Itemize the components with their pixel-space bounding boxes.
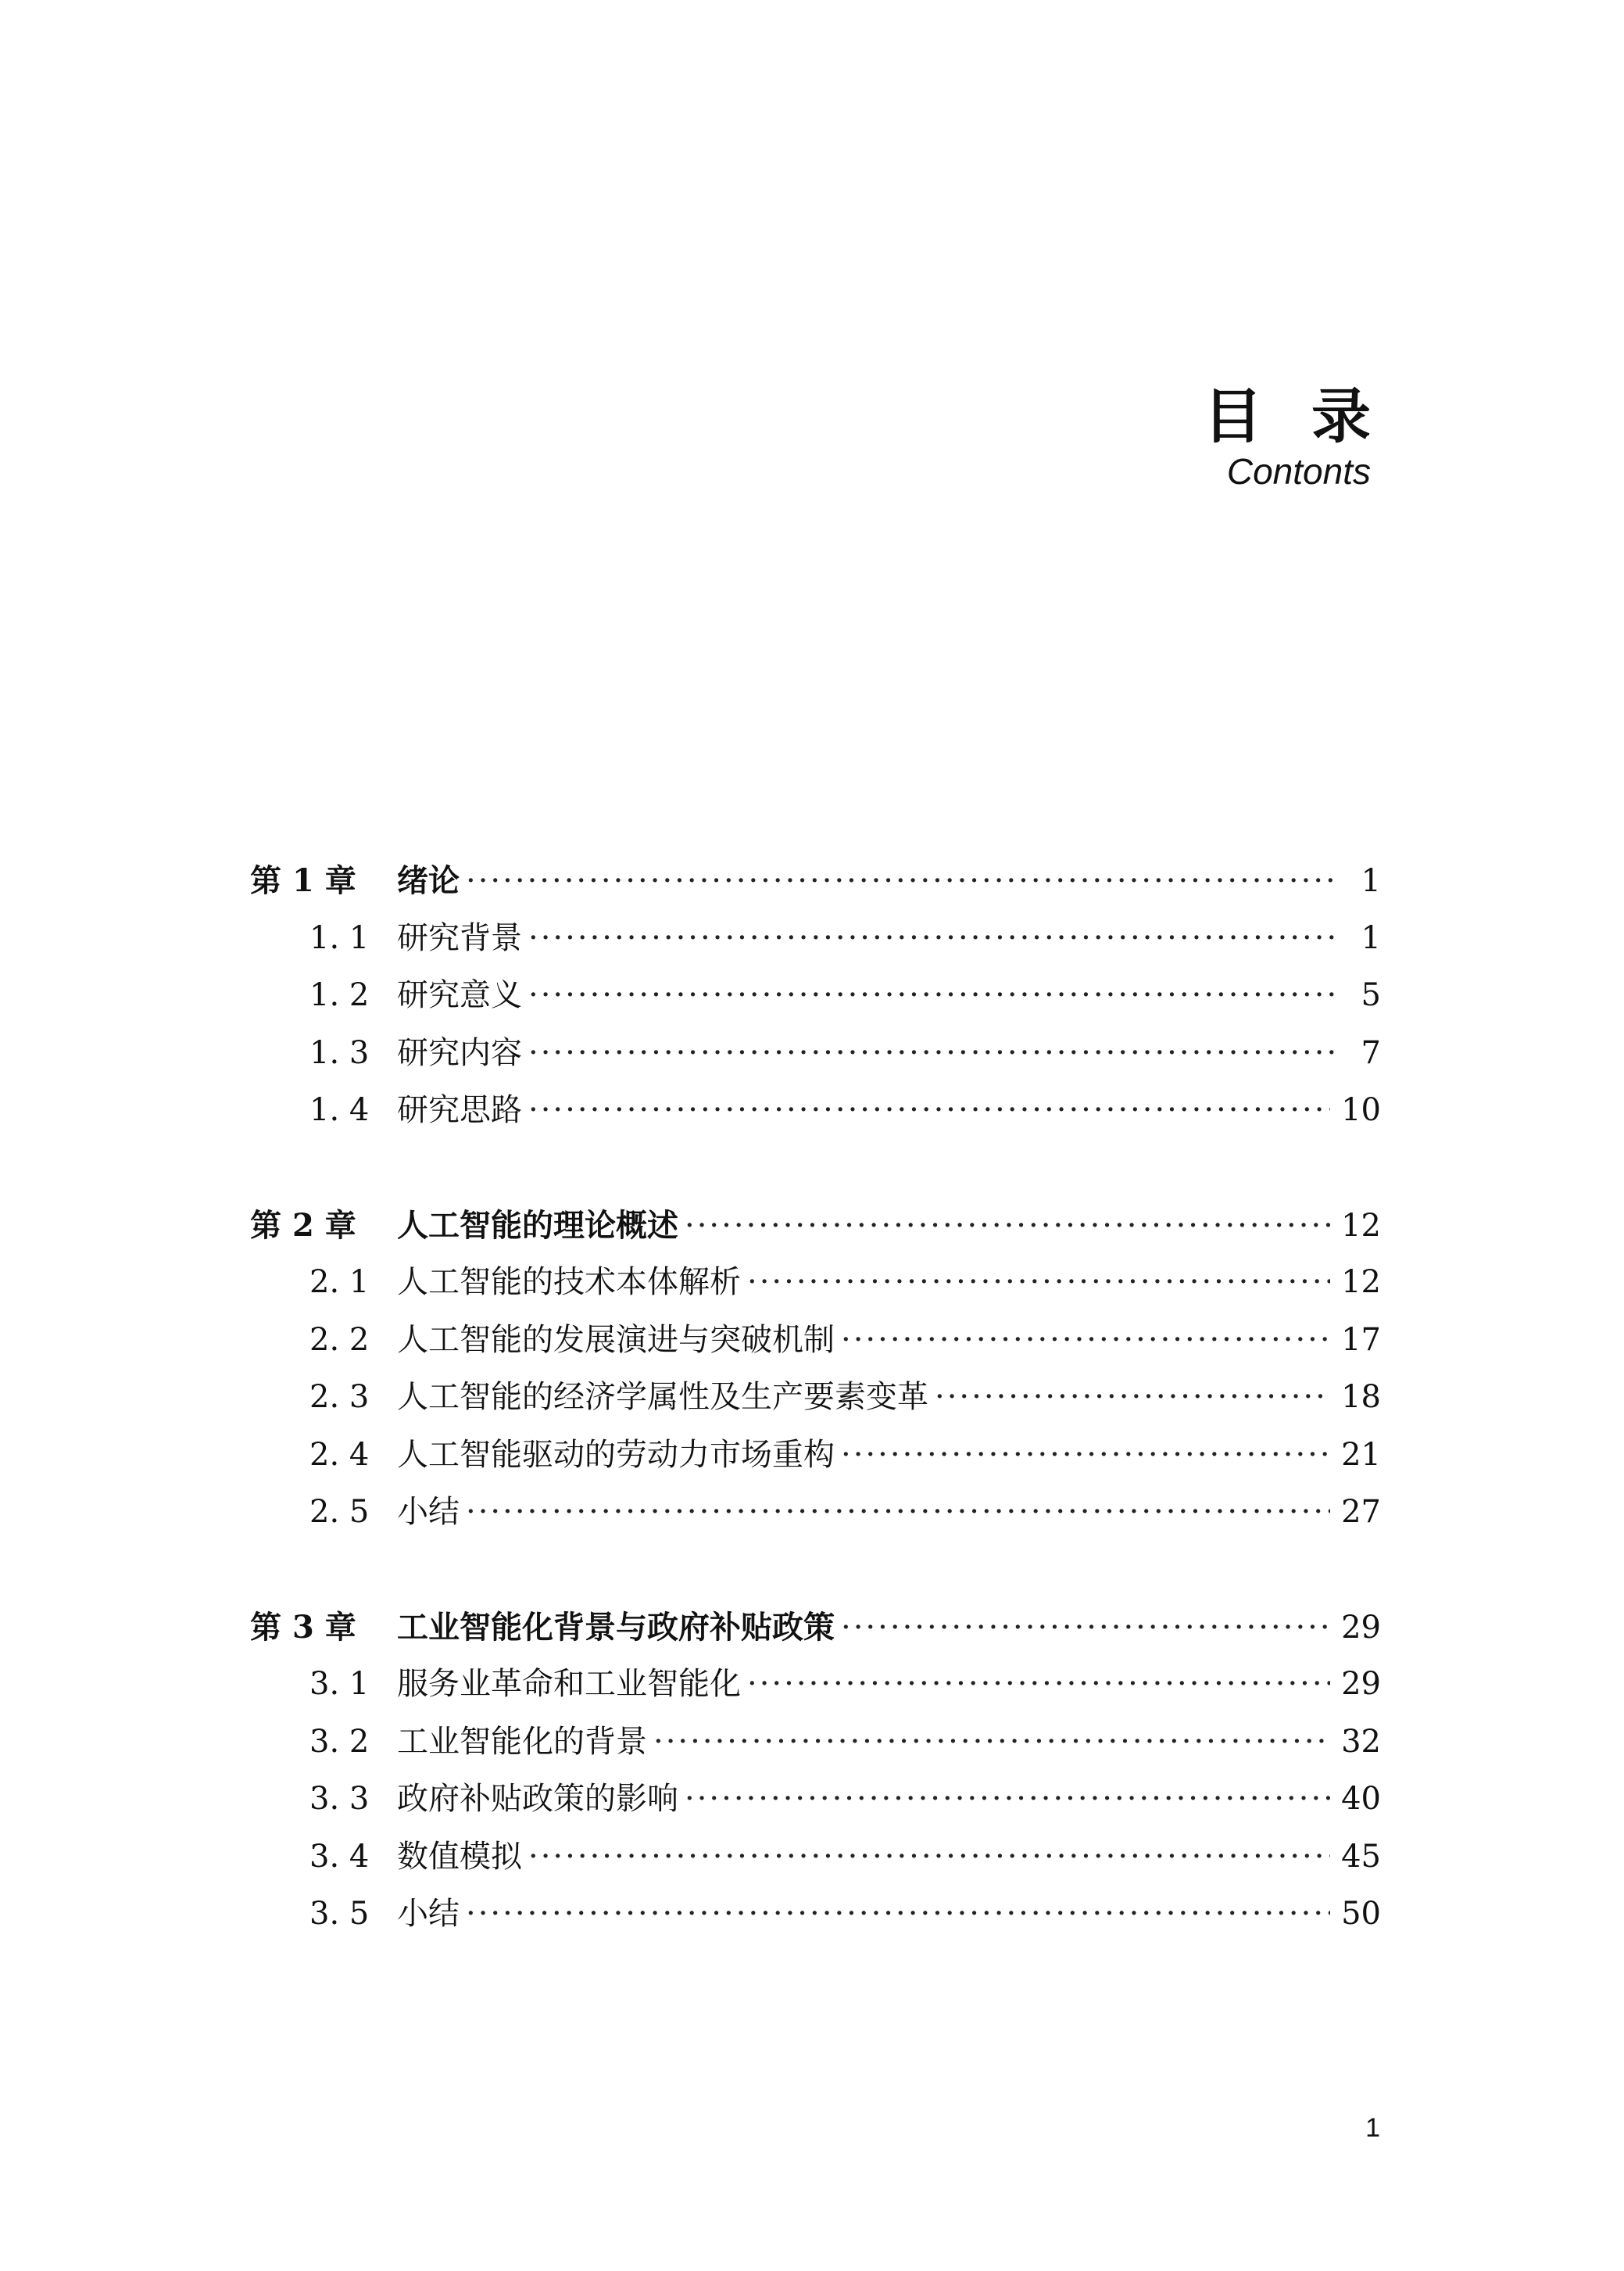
dot-leader [653, 1714, 1330, 1771]
toc-section-entry[interactable] [250, 910, 1381, 968]
section-number: 3. 1 [309, 1666, 370, 1702]
section-title: 研究意义 [397, 977, 522, 1013]
dot-leader [935, 1369, 1330, 1427]
section-page: 21 [1341, 1436, 1381, 1473]
dot-leader [841, 1599, 1330, 1657]
section-title: 人工智能的经济学属性及生产要素变革 [397, 1379, 928, 1415]
section-title: 服务业革命和工业智能化 [397, 1666, 741, 1702]
chapter-title: 绪论 [397, 863, 460, 899]
section-page: 50 [1341, 1896, 1381, 1932]
toc-chapter-block [250, 1197, 1381, 1542]
section-title: 小结 [397, 1896, 460, 1932]
dot-leader [528, 967, 1336, 1025]
section-page: 17 [1341, 1321, 1381, 1358]
section-number: 3. 4 [309, 1838, 370, 1875]
chapter-title: 工业智能化背景与政府补贴政策 [397, 1609, 835, 1646]
toc-section-entry[interactable] [250, 1886, 1381, 1943]
section-number: 2. 5 [309, 1494, 370, 1530]
dot-leader [841, 1427, 1330, 1485]
section-number: 2. 4 [309, 1436, 370, 1473]
toc-section-entry[interactable] [250, 1254, 1381, 1312]
chapter-title: 人工智能的理论概述 [397, 1207, 678, 1244]
section-number: 1. 4 [309, 1092, 370, 1128]
dot-leader [466, 853, 1336, 911]
section-title: 研究背景 [397, 919, 522, 956]
chapter-number [250, 1197, 397, 1255]
section-page: 1 [1361, 919, 1381, 956]
section-number: 3. 5 [309, 1896, 370, 1932]
chapter-prefix: 第 [250, 863, 281, 899]
section-number: 2. 1 [309, 1264, 370, 1300]
toc-section-entry[interactable] [250, 1025, 1381, 1083]
chapter-prefix: 第 [250, 1609, 281, 1646]
section-number: 1. 3 [309, 1034, 370, 1071]
toc-section-entry[interactable] [250, 1714, 1381, 1771]
dot-leader [747, 1656, 1330, 1714]
section-title: 数值模拟 [397, 1838, 522, 1875]
toc-section-entry[interactable] [250, 1082, 1381, 1140]
chapter-page: 1 [1361, 863, 1381, 899]
toc-chapter-entry[interactable] [250, 1197, 1381, 1255]
dot-leader [747, 1254, 1330, 1312]
section-page: 29 [1341, 1666, 1381, 1702]
toc-section-entry[interactable] [250, 1427, 1381, 1485]
section-page: 27 [1341, 1494, 1381, 1530]
dot-leader [528, 1025, 1336, 1083]
dot-leader [685, 1198, 1330, 1255]
section-page: 12 [1341, 1264, 1381, 1300]
chapter-page: 12 [1341, 1207, 1381, 1244]
toc-section-entry[interactable] [250, 1656, 1381, 1714]
chapter-suffix: 章 [324, 863, 356, 899]
section-page: 40 [1341, 1781, 1381, 1817]
chapter-prefix: 第 [250, 1207, 281, 1244]
section-title: 人工智能的发展演进与突破机制 [397, 1321, 835, 1358]
chapter-number [250, 852, 397, 911]
chapter-suffix: 章 [324, 1207, 356, 1244]
toc-section-entry[interactable] [250, 967, 1381, 1025]
section-number: 2. 2 [309, 1321, 370, 1358]
section-title: 政府补贴政策的影响 [397, 1781, 678, 1817]
section-number: 3. 3 [309, 1781, 370, 1817]
toc-chapter-entry[interactable] [250, 1599, 1381, 1657]
page-number: 1 [1365, 2113, 1380, 2143]
toc-chapter-entry[interactable] [250, 852, 1381, 910]
toc-section-entry[interactable] [250, 1771, 1381, 1829]
section-page: 32 [1341, 1723, 1381, 1760]
dot-leader [841, 1312, 1330, 1370]
contents-header [1203, 381, 1385, 492]
dot-leader [466, 1886, 1330, 1943]
section-number: 1. 2 [309, 977, 370, 1013]
section-title: 研究思路 [397, 1092, 522, 1128]
toc-section-entry[interactable] [250, 1312, 1381, 1370]
chapter-page: 29 [1341, 1609, 1381, 1646]
chapter-suffix: 章 [324, 1609, 356, 1646]
dot-leader [466, 1484, 1330, 1542]
chapter-number [250, 1599, 397, 1657]
section-title: 小结 [397, 1494, 460, 1530]
toc-section-entry[interactable] [250, 1829, 1381, 1886]
toc-chapter-block [250, 1599, 1381, 1943]
toc-section-entry[interactable] [250, 1484, 1381, 1542]
dot-leader [685, 1771, 1330, 1829]
page-subtitle: Contonts [1226, 451, 1371, 492]
toc-section-entry[interactable] [250, 1369, 1381, 1427]
section-page: 7 [1361, 1034, 1381, 1071]
page-title: 目 录 [1203, 381, 1385, 451]
section-page: 10 [1341, 1092, 1381, 1128]
toc-chapter-block [250, 852, 1381, 1140]
chapter-no: 3 [292, 1608, 314, 1646]
section-title: 人工智能的技术本体解析 [397, 1264, 741, 1300]
section-title: 工业智能化的背景 [397, 1723, 647, 1760]
section-page: 5 [1361, 977, 1381, 1013]
section-number: 3. 2 [309, 1723, 370, 1760]
section-page: 18 [1341, 1379, 1381, 1415]
section-number: 2. 3 [309, 1379, 370, 1415]
dot-leader [528, 1082, 1330, 1140]
table-of-contents [250, 852, 1381, 2001]
chapter-no: 1 [292, 862, 314, 899]
dot-leader [528, 1829, 1330, 1886]
section-title: 人工智能驱动的劳动力市场重构 [397, 1436, 835, 1473]
section-page: 45 [1341, 1838, 1381, 1875]
section-number: 1. 1 [309, 919, 370, 956]
dot-leader [528, 910, 1336, 968]
chapter-no: 2 [292, 1206, 314, 1244]
section-title: 研究内容 [397, 1034, 522, 1071]
